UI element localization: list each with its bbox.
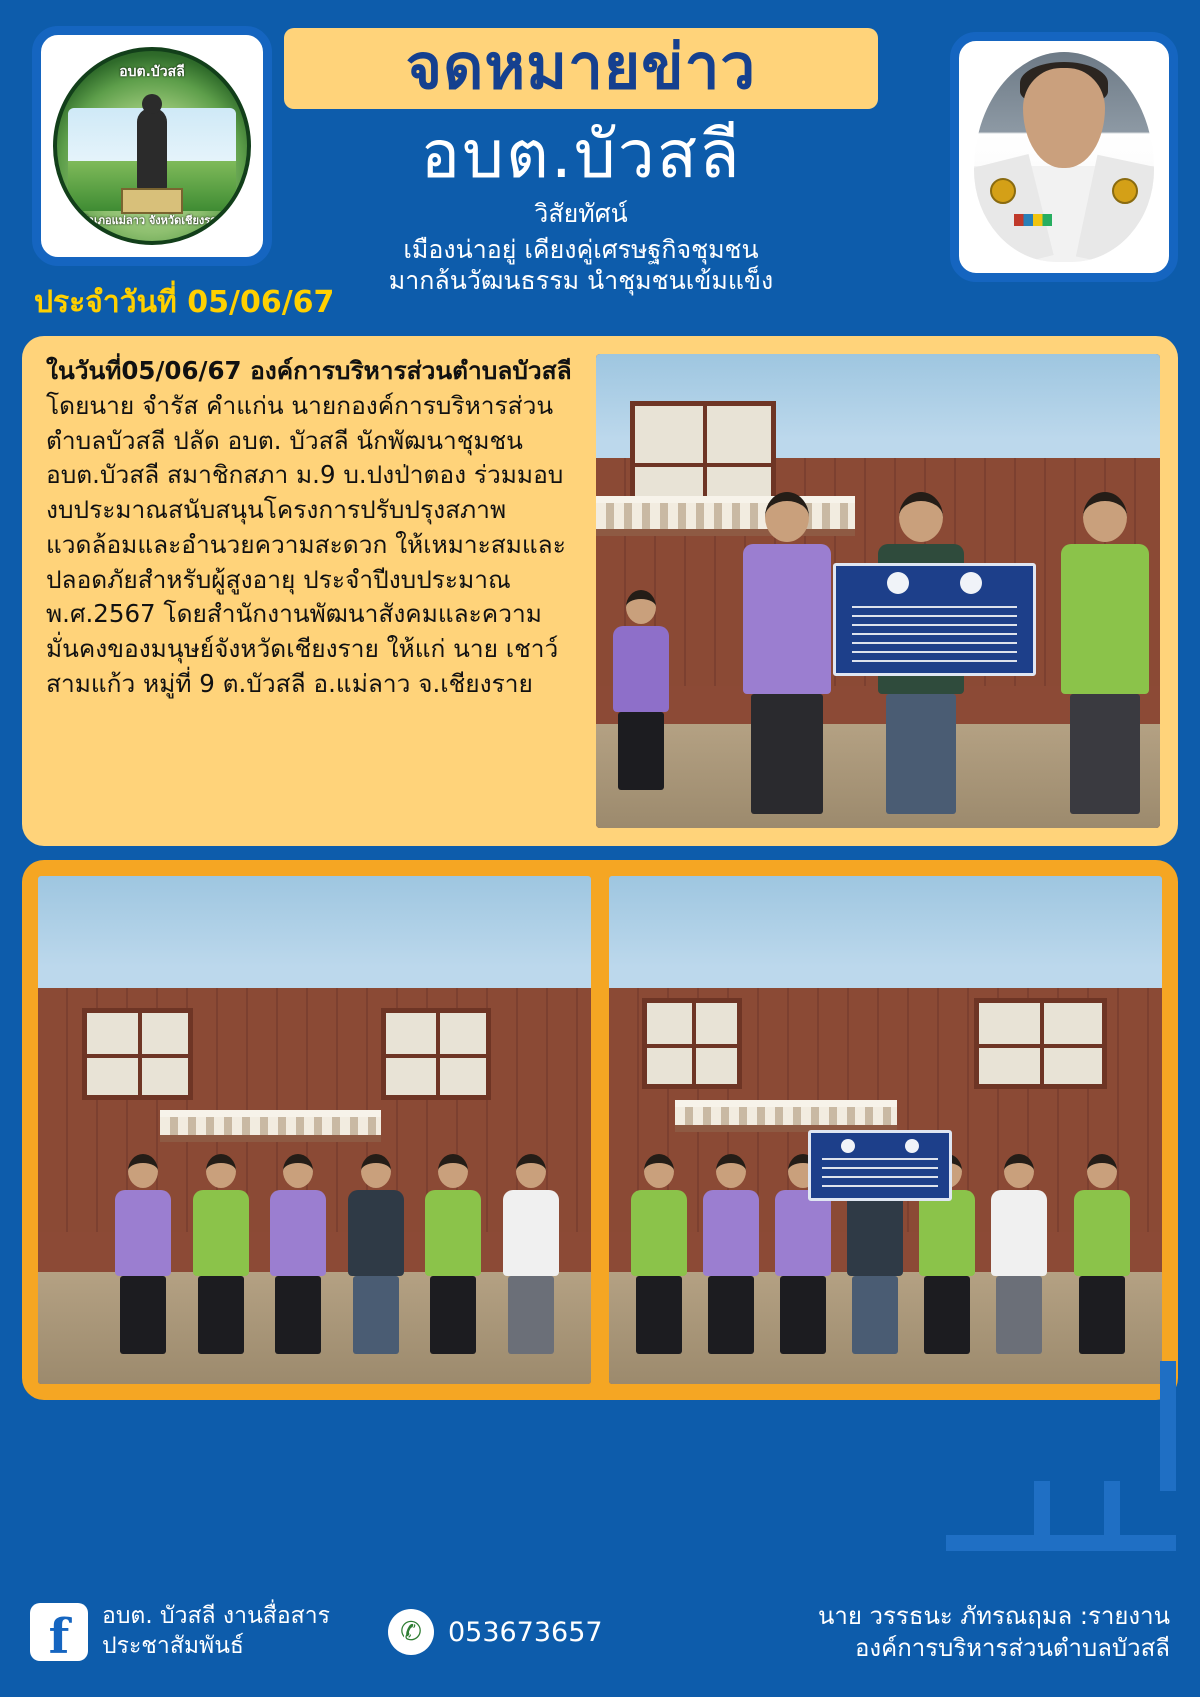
article-text <box>40 354 580 828</box>
plaque-text-lines <box>822 1158 938 1192</box>
plaque-seal-left-icon <box>887 572 909 594</box>
person-body <box>1074 1190 1130 1276</box>
photo-person <box>1074 1154 1130 1354</box>
portrait-badge-right <box>1112 178 1138 204</box>
photo-window <box>974 998 1107 1089</box>
publication-date: ประจำวันที่ 05/06/67 <box>34 285 335 320</box>
vision-line-2: มากล้นวัฒนธรรม นำชุมชนเข้มแข็ง <box>388 265 774 295</box>
portrait-face <box>1023 68 1105 168</box>
photo-gallery <box>22 860 1178 1400</box>
person-body <box>270 1190 326 1276</box>
person-head <box>899 492 943 542</box>
person-head <box>516 1154 546 1188</box>
gallery-photo-left <box>38 876 591 1384</box>
logo-top-text: อบต.บัวสลี <box>119 64 185 80</box>
phone-icon[interactable]: ✆ <box>388 1609 434 1655</box>
portrait-photo <box>974 52 1154 262</box>
photo-person <box>503 1154 559 1354</box>
photo-railing <box>160 1110 381 1142</box>
phone-number: 053673657 <box>447 1616 603 1648</box>
facebook-icon[interactable]: f <box>30 1603 88 1661</box>
photo-person <box>115 1154 171 1354</box>
photo-person <box>703 1154 759 1354</box>
article-card <box>22 336 1178 846</box>
vision-label: วิสัยทัศน์ <box>534 198 628 228</box>
photo-railing <box>675 1100 896 1132</box>
person-head <box>438 1154 468 1188</box>
person-head <box>1004 1154 1034 1188</box>
person-body <box>1061 544 1149 694</box>
logo-bottom-text: อำเภอแม่ลาว จังหวัดเชียงราย <box>81 214 223 227</box>
person-legs <box>708 1276 754 1354</box>
person-legs <box>1079 1276 1125 1354</box>
photo-person <box>631 1154 687 1354</box>
photo-person <box>991 1154 1047 1354</box>
person-head <box>283 1154 313 1188</box>
person-legs <box>780 1276 826 1354</box>
main-photo <box>596 354 1160 828</box>
plaque-text-lines <box>852 606 1018 662</box>
organization-name: อบต.บัวสลี <box>420 116 742 194</box>
title-block <box>284 28 878 296</box>
person-legs <box>198 1276 244 1354</box>
facebook-line-2: ประชาสัมพันธ์ <box>102 1633 244 1659</box>
article-lead: ในวันที่05/06/67 องค์การบริหารส่วนตำบลบัวสลี <box>46 356 572 385</box>
reporter-name: นาย วรรธนะ ภัทรณฤมล :รายงาน <box>817 1601 1170 1630</box>
person-legs <box>886 694 956 814</box>
person-head <box>1087 1154 1117 1188</box>
photo-window <box>82 1008 193 1099</box>
photo-person <box>270 1154 326 1354</box>
photo-window <box>381 1008 492 1099</box>
photo-person <box>1061 492 1149 814</box>
person-body <box>991 1190 1047 1276</box>
person-legs <box>1070 694 1140 814</box>
vision-line-1: เมืองน่าอยู่ เคียงคู่เศรษฐกิจชุมชน <box>403 234 759 264</box>
photo-person <box>613 590 669 790</box>
person-legs <box>508 1276 554 1354</box>
photo-person <box>425 1154 481 1354</box>
person-body <box>919 1190 975 1276</box>
photo-window <box>642 998 742 1089</box>
plaque-seal-left-icon <box>841 1139 855 1153</box>
person-body <box>703 1190 759 1276</box>
person-head <box>644 1154 674 1188</box>
person-body <box>193 1190 249 1276</box>
person-head <box>128 1154 158 1188</box>
person-body <box>613 626 669 712</box>
person-legs <box>852 1276 898 1354</box>
photo-person <box>193 1154 249 1354</box>
person-body <box>503 1190 559 1276</box>
person-head <box>361 1154 391 1188</box>
phone-block <box>388 1609 603 1655</box>
person-body <box>425 1190 481 1276</box>
poster-footer <box>0 1567 1200 1697</box>
person-body <box>775 1190 831 1276</box>
person-body <box>348 1190 404 1276</box>
gallery-photo-right <box>609 876 1162 1384</box>
person-legs <box>430 1276 476 1354</box>
photo-person <box>348 1154 404 1354</box>
reporter-organization: องค์การบริหารส่วนตำบลบัวสลี <box>855 1634 1170 1662</box>
person-legs <box>618 712 664 790</box>
article-body: โดยนาย จำรัส คำแก่น นายกองค์การบริหารส่วนตำบลบัวสลี ปลัด อบต. บัวสลี นักพัฒนาชุมชน อบต.บัวสลี สมาชิกสภา ม.9 บ.ปงป่าตอง ร่วมมอบงบประมาณสนับสนุนโครงการปรับปรุงสภาพแวดล้อมและอำนวยความสะดวก ให้เหมาะสมและปลอดภัยสำหรับผู้สูงอายุ ประจำปีงบประมาณ พ.ศ.2567 โดยสำนักงานพัฒนาสังคมและความมั่นคงของมนุษย์จังหวัดเชียงราย ให้แก่ นาย เชาว์ สามแก้ว หมู่ที่ 9 ต.บัวสลี อ.แม่ลาว จ.เชียงราย <box>46 390 566 699</box>
executive-portrait <box>950 32 1178 282</box>
reporter-block <box>818 1600 1170 1665</box>
person-legs <box>924 1276 970 1354</box>
organization-logo <box>32 26 272 266</box>
person-head <box>626 590 656 624</box>
project-plaque <box>833 563 1036 677</box>
portrait-ribbons <box>1014 214 1052 226</box>
plaque-seal-right-icon <box>905 1139 919 1153</box>
person-body <box>631 1190 687 1276</box>
portrait-badge-left <box>990 178 1016 204</box>
person-legs <box>120 1276 166 1354</box>
plaque-seal-right-icon <box>960 572 982 594</box>
person-legs <box>636 1276 682 1354</box>
person-legs <box>275 1276 321 1354</box>
facebook-line-1: อบต. บัวสลี งานสื่อสาร <box>102 1603 330 1630</box>
person-head <box>765 492 809 542</box>
person-legs <box>353 1276 399 1354</box>
person-body <box>743 544 831 694</box>
logo-base <box>121 188 183 214</box>
person-body <box>115 1190 171 1276</box>
project-plaque <box>808 1130 952 1201</box>
person-body <box>847 1190 903 1276</box>
person-head <box>716 1154 746 1188</box>
person-head <box>1083 492 1127 542</box>
poster-header <box>22 18 1178 328</box>
page-title: จดหมายข่าว <box>284 28 878 109</box>
person-legs <box>751 694 823 814</box>
person-legs <box>996 1276 1042 1354</box>
logo-statue-icon <box>137 108 167 190</box>
photo-person <box>743 492 831 814</box>
person-head <box>206 1154 236 1188</box>
facebook-text <box>102 1602 330 1662</box>
logo-emblem-icon <box>53 47 251 245</box>
